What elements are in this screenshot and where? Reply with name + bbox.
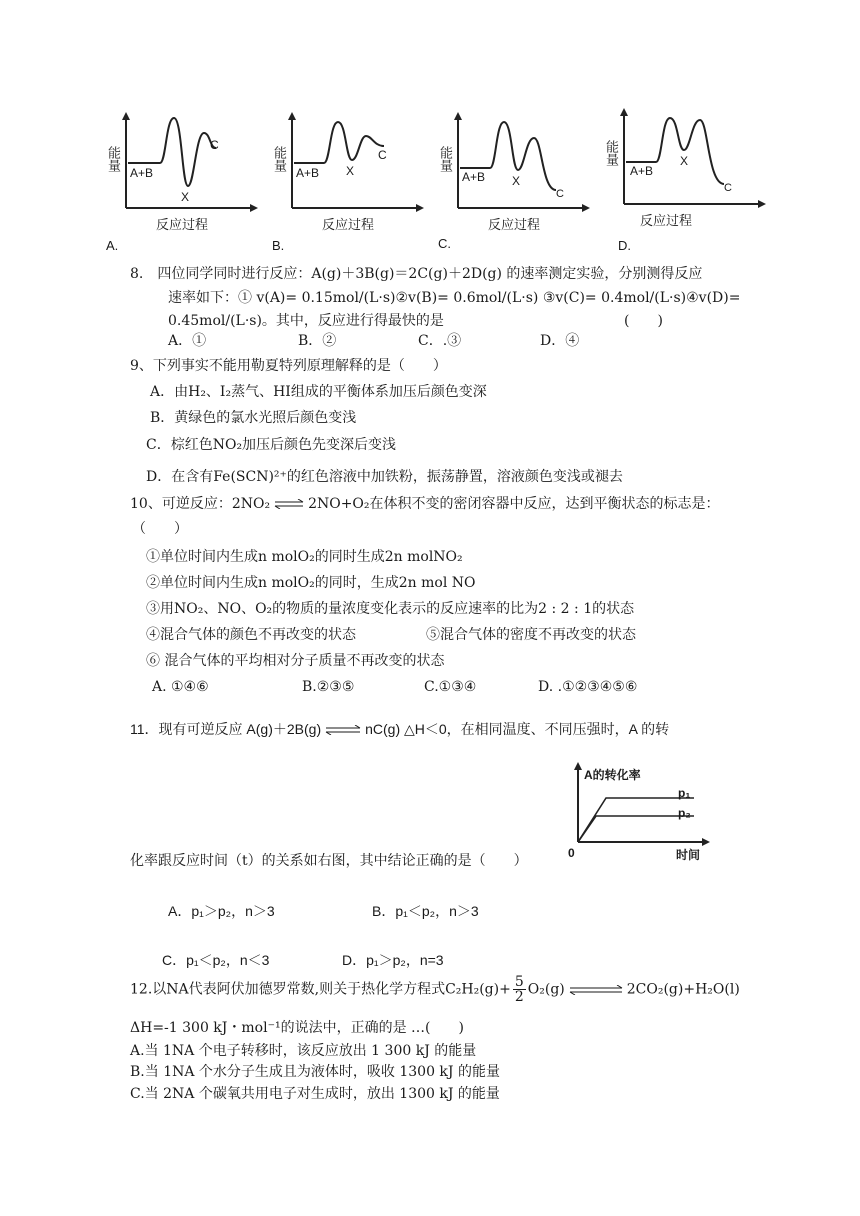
q10-statement-2: ②单位时间内生成n molO₂的同时，生成2n mol NO	[146, 575, 476, 591]
q9-option-b: B．黄绿色的氯水光照后颜色变浅	[150, 410, 357, 426]
equilibrium-arrow-icon	[569, 985, 623, 995]
q10-option-b: B.②③⑤	[302, 679, 355, 695]
q12-stem-mid: O₂(g)	[527, 981, 565, 998]
q10-statement-5: ⑤混合气体的密度不再改变的状态	[426, 627, 636, 643]
option-label-d: D.	[618, 238, 631, 253]
fraction-five-halves	[513, 975, 526, 1004]
q12-option-a: A.当 1NA 个电子转移时，该反应放出 1 300 kJ 的能量	[130, 1043, 477, 1059]
intermediate-label: X	[680, 154, 689, 168]
reactant-label: A+B	[130, 166, 154, 180]
q9-stem: 9、下列事实不能用勒夏特列原理解释的是（ ）	[130, 358, 447, 374]
equilibrium-arrow-icon	[325, 725, 361, 735]
process-axis-label: 反应过程	[640, 213, 693, 228]
equilibrium-arrow-icon	[274, 499, 304, 509]
q8-option-b: B．②	[298, 333, 337, 349]
energy-diagram-d	[598, 104, 768, 254]
energy-diagram-c	[432, 108, 592, 258]
process-axis-label: 反应过程	[156, 217, 209, 232]
option-label-c: C.	[438, 236, 451, 251]
q10-stem-post: 2NO+O₂在体积不变的密闭容器中反应，达到平衡状态的标志是：	[308, 496, 720, 512]
q12-stem-pre: 12.以NA代表阿伏加德罗常数,则关于热化学方程式C₂H₂(g)+	[130, 981, 511, 998]
q10-stem-pre: 10、可逆反应：2NO₂	[130, 496, 271, 512]
q11-stem-pre: 11．现有可逆反应 A(g)＋2B(g)	[130, 721, 322, 737]
q11-stem	[130, 719, 669, 739]
q11-option-d: D．p₁＞p₂，n=3	[342, 952, 444, 968]
process-axis-label: 反应过程	[488, 217, 541, 232]
product-label: C	[210, 138, 219, 152]
graph-origin-label: 0	[568, 846, 575, 860]
q10-option-c: C.①③④	[424, 679, 477, 695]
fraction-denominator: 2	[514, 989, 524, 1005]
q10-statement-1: ①单位时间内生成n molO₂的同时生成2n molNO₂	[146, 549, 463, 565]
q12-option-b: B.当 1NA 个水分子生成且为液体时，吸收 1300 kJ 的能量	[130, 1064, 500, 1080]
q9-option-d: D．在含有Fe(SCN)²⁺的红色溶液中加铁粉，振荡静置，溶液颜色变浅或褪去	[146, 469, 623, 485]
reactant-label: A+B	[462, 170, 486, 184]
q12-stem	[130, 975, 740, 1004]
product-label: C	[724, 182, 732, 194]
q8-stem-line3: 0.45mol/(L·s)。其中，反应进行得最快的是	[168, 313, 444, 329]
intermediate-label: X	[512, 174, 521, 188]
graph-x-label: 时间	[676, 848, 701, 862]
fraction-numerator: 5	[514, 974, 524, 990]
q8-option-a: A．①	[168, 333, 207, 349]
q8-answer-paren: ( )	[624, 313, 663, 329]
energy-axis-label: 能量	[438, 146, 453, 172]
q11-option-a: A．p₁＞p₂，n＞3	[168, 903, 275, 919]
q10-option-a: A. ①④⑥	[152, 679, 209, 695]
q12-stem-post: 2CO₂(g)+H₂O(l)	[626, 981, 740, 998]
q10-statement-6: ⑥ 混合气体的平均相对分子质量不再改变的状态	[146, 653, 445, 669]
q11-option-b: B．p₁＜p₂，n＞3	[372, 903, 479, 919]
energy-axis-label: 能量	[272, 146, 287, 172]
energy-diagram-b	[266, 108, 426, 258]
intermediate-label: X	[181, 190, 190, 204]
process-axis-label: 反应过程	[322, 217, 375, 232]
q8-option-c: C．.③	[418, 333, 462, 349]
energy-diagram-a	[100, 108, 260, 258]
q9-option-a: A．由H₂、I₂蒸气、HI组成的平衡体系加压后颜色变深	[150, 384, 487, 400]
option-label-a: A.	[106, 238, 119, 253]
q8-stem-line2: 速率如下：① v(A)= 0.15mol/(L·s)②v(B)= 0.6mol/(L·s) ③v(C)= 0.4mol/(L·s)④v(D)=	[168, 290, 741, 306]
graph-y-label: A的转化率	[584, 768, 641, 782]
q12-option-c: C.当 2NA 个碳氧共用电子对生成时，放出 1300 kJ 的能量	[130, 1086, 500, 1102]
q11-option-c: C．p₁＜p₂，n＜3	[162, 952, 270, 968]
product-label: C	[556, 188, 564, 200]
q12-stem-line2: ΔH=-1 300 kJ・mol⁻¹的说法中，正确的是 …( )	[130, 1020, 464, 1036]
energy-axis-label: 能量	[106, 146, 121, 172]
q10-stem	[130, 494, 720, 514]
q11-stem-line2: 化率跟反应时间（t）的关系如右图，其中结论正确的是（ ）	[130, 853, 528, 869]
q11-stem-post: nC(g) △H＜0，在相同温度、不同压强时，A 的转	[365, 721, 670, 737]
q10-statement-3: ③用NO₂、NO、O₂的物质的量浓度变化表示的反应速率的比为2 : 2 : 1的状态	[146, 601, 635, 617]
product-label: C	[378, 148, 387, 162]
option-label-b: B.	[272, 238, 285, 253]
graph-p1-label: p₁	[678, 786, 691, 800]
q10-answer-paren: （ ）	[132, 521, 188, 537]
q10-statement-4: ④混合气体的颜色不再改变的状态	[146, 627, 356, 643]
energy-axis-label: 能量	[604, 140, 619, 166]
q8-option-d: D．④	[540, 333, 580, 349]
reactant-label: A+B	[630, 164, 654, 178]
q9-option-c: C．棕红色NO₂加压后颜色先变深后变浅	[146, 437, 397, 453]
reactant-label: A+B	[296, 166, 320, 180]
conversion-rate-graph	[562, 762, 712, 862]
q10-option-d: D. .①②③④⑤⑥	[538, 679, 638, 695]
intermediate-label: X	[346, 164, 355, 178]
q8-stem-line1: 8. 四位同学同时进行反应：A(g)＋3B(g)＝2C(g)＋2D(g) 的速率测定实验，分别测得反应	[130, 266, 703, 282]
graph-p2-label: p₂	[678, 806, 691, 820]
